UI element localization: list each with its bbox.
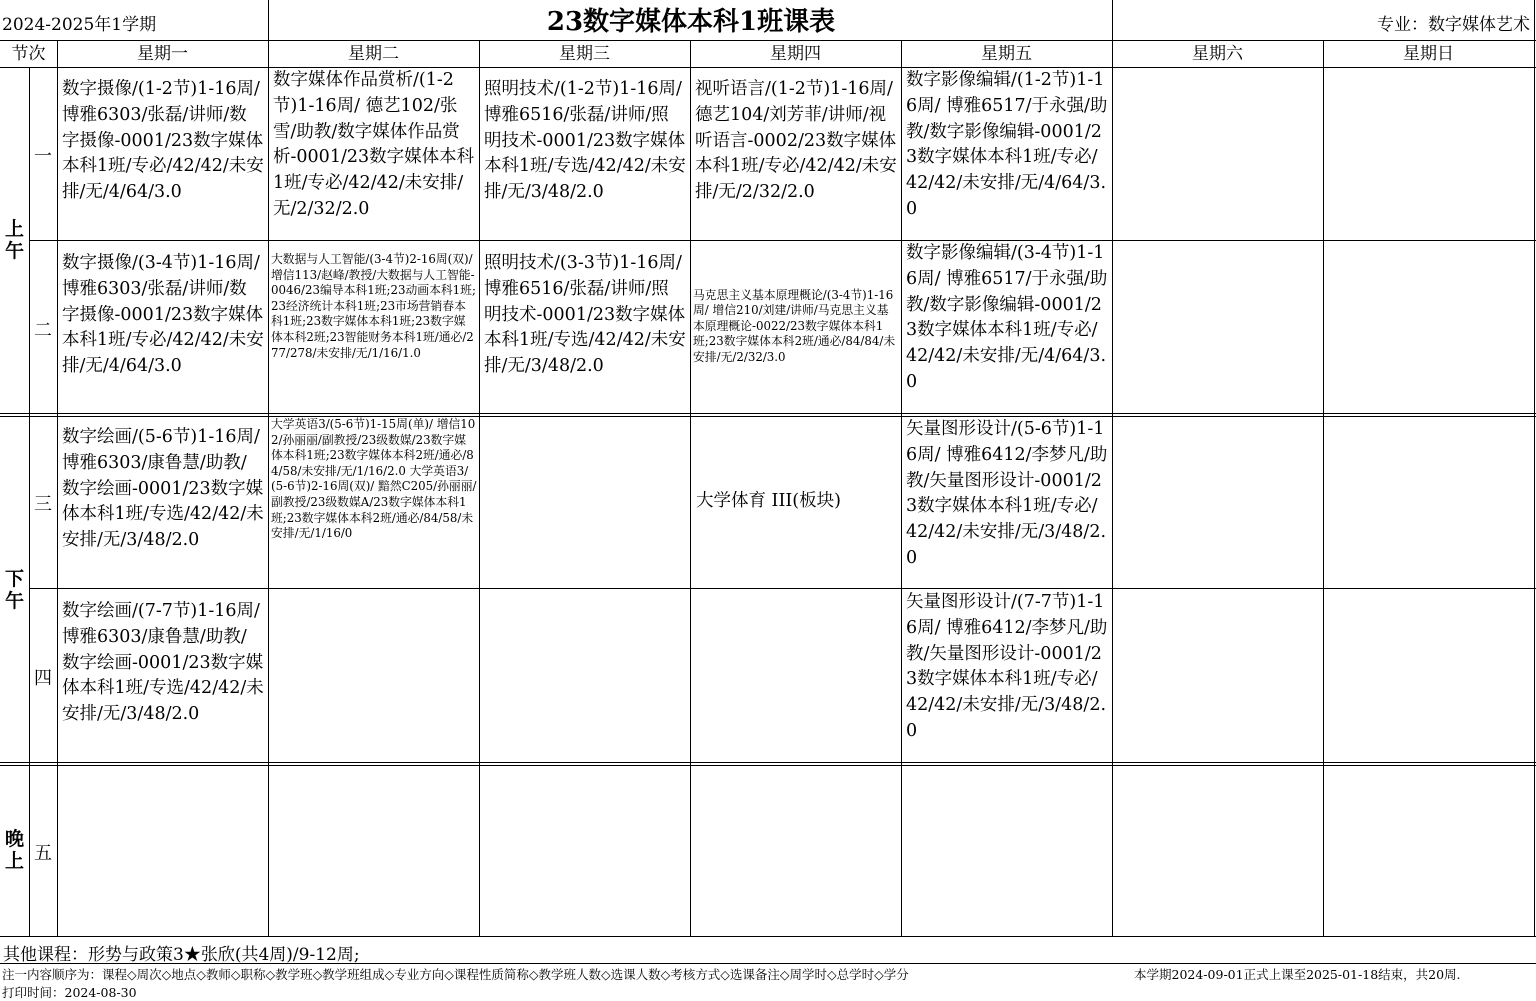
period-morning: 上午 [4,218,24,262]
period-afternoon: 下午 [4,568,24,612]
row-number-4: 四 [34,668,52,689]
other-courses: 其他课程：形势与政策3★张欣(共4周)/9-12周; [3,945,360,965]
header-thursday: 星期四 [770,44,821,64]
row-number-5: 五 [34,843,52,864]
semester-label: 2024-2025年1学期 [2,15,157,35]
course-cell-r4-mon[interactable]: 数字绘画/(7-7节)1-16周/ 博雅6303/康鲁慧/助教/数字绘画-0001/23数字媒体本科1班/专选/42/42/未安排/无/3/48/2.0 [62,601,264,725]
row-number-2: 二 [34,320,52,341]
row-number-3: 三 [34,494,52,515]
content-order-note: 注一内容顺序为：课程◇周次◇地点◇教师◇职称◇教学班◇教学班组成◇专业方向◇课程性质简称◇教学班人数◇选课人数◇考核方式◇选课备注◇周学时◇总学时◇学分 [2,967,909,982]
period-evening: 晚上 [4,828,24,872]
course-cell-r2-tue[interactable]: 大数据与人工智能/(3-4节)2-16周(双)/ 增信113/赵峰/教授/大数据与人工智能-0046/23编导本科1班;23动画本科1班;23经济统计本科1班;23市场营销春本科1班;23数字媒体本科1班;23数字媒体本科2班;23智能财务本科1班/通必/277/278/未安排/无/1/16/1.0 [271,252,476,360]
jieci-header: 节次 [11,44,46,64]
header-monday: 星期一 [137,44,188,64]
page-title: 23数字媒体本科1班课表 [546,7,836,37]
course-cell-r1-fri[interactable]: 数字影像编辑/(1-2节)1-16周/ 博雅6517/于永强/助教/数字影像编辑-0001/23数字媒体本科1班/专必/42/42/未安排/无/4/64/3.0 [906,70,1108,219]
course-cell-r1-tue[interactable]: 数字媒体作品赏析/(1-2节)1-16周/ 德艺102/张雪/助教/数字媒体作品赏析-0001/23数字媒体本科1班/专必/42/42/未安排/无/2/32/2.0 [273,70,475,219]
print-time: 打印时间：2024-08-30 [2,985,137,1000]
course-cell-r3-thu-text: 大学体育 III(板块) [696,491,841,512]
header-friday: 星期五 [981,44,1032,64]
course-cell-r2-wed[interactable]: 照明技术/(3-3节)1-16周/ 博雅6516/张磊/讲师/照明技术-0001/23数字媒体本科1班/专选/42/42/未安排/无/3/48/2.0 [484,253,686,377]
row-number-1: 一 [34,146,52,167]
major-label: 专业：数字媒体艺术 [1377,15,1530,35]
course-cell-r1-mon[interactable]: 数字摄像/(1-2节)1-16周/ 博雅6303/张磊/讲师/数字摄像-0001/23数字媒体本科1班/专必/42/42/未安排/无/4/64/3.0 [62,79,264,203]
header-tuesday: 星期二 [348,44,399,64]
term-info: 本学期2024-09-01正式上课至2025-01-18结束，共20周. [1134,967,1461,982]
course-cell-r3-mon[interactable]: 数字绘画/(5-6节)1-16周/ 博雅6303/康鲁慧/助教/数字绘画-0001/23数字媒体本科1班/专选/42/42/未安排/无/3/48/2.0 [62,427,264,551]
course-cell-r2-thu[interactable] [691,241,901,412]
course-cell-r1-wed[interactable]: 照明技术/(1-2节)1-16周/ 博雅6516/张磊/讲师/照明技术-0001/23数字媒体本科1班/专选/42/42/未安排/无/3/48/2.0 [484,79,686,203]
course-cell-r3-thu[interactable] [691,417,901,587]
header-saturday: 星期六 [1192,44,1243,64]
header-sunday: 星期日 [1403,44,1454,64]
course-cell-r4-fri[interactable]: 矢量图形设计/(7-7节)1-16周/ 博雅6412/李梦凡/助教/矢量图形设计-0001/23数字媒体本科1班/专必/42/42/未安排/无/3/48/2.0 [906,592,1108,741]
course-cell-r3-tue[interactable]: 大学英语3/(5-6节)1-15周(单)/ 增信102/孙丽丽/副教授/23级数媒/23数字媒体本科1班;23数字媒体本科2班/通必/84/58/未安排/无/1/16/2.0 大学英语3/(5-6节)2-16周(双)/ 黯然C205/孙丽丽/副教授/23级数媒A/23数字媒体本科1班;23数字媒体本科2班/通必/84/58/未安排/无/1/16/0 [271,417,477,541]
course-cell-r1-thu[interactable]: 视听语言/(1-2节)1-16周/ 德艺104/刘芳菲/讲师/视听语言-0002/23数字媒体本科1班/专必/42/42/未安排/无/2/32/2.0 [695,79,897,203]
course-cell-r3-fri[interactable]: 矢量图形设计/(5-6节)1-16周/ 博雅6412/李梦凡/助教/矢量图形设计-0001/23数字媒体本科1班/专必/42/42/未安排/无/3/48/2.0 [906,419,1108,568]
header-wednesday: 星期三 [559,44,610,64]
course-cell-r2-mon[interactable]: 数字摄像/(3-4节)1-16周/ 博雅6303/张磊/讲师/数字摄像-0001/23数字媒体本科1班/专必/42/42/未安排/无/4/64/3.0 [62,253,264,377]
course-cell-r2-thu-text: 马克思主义基本原理概论/(3-4节)1-16周/ 增信210/刘建/讲师/马克思主义基本原理概论-0022/23数字媒体本科1班;23数字媒体本科2班/通必/84/84/未安排/无/2/32/3.0 [693,287,896,364]
course-cell-r2-fri[interactable]: 数字影像编辑/(3-4节)1-16周/ 博雅6517/于永强/助教/数字影像编辑-0001/23数字媒体本科1班/专必/42/42/未安排/无/4/64/3.0 [906,243,1108,392]
